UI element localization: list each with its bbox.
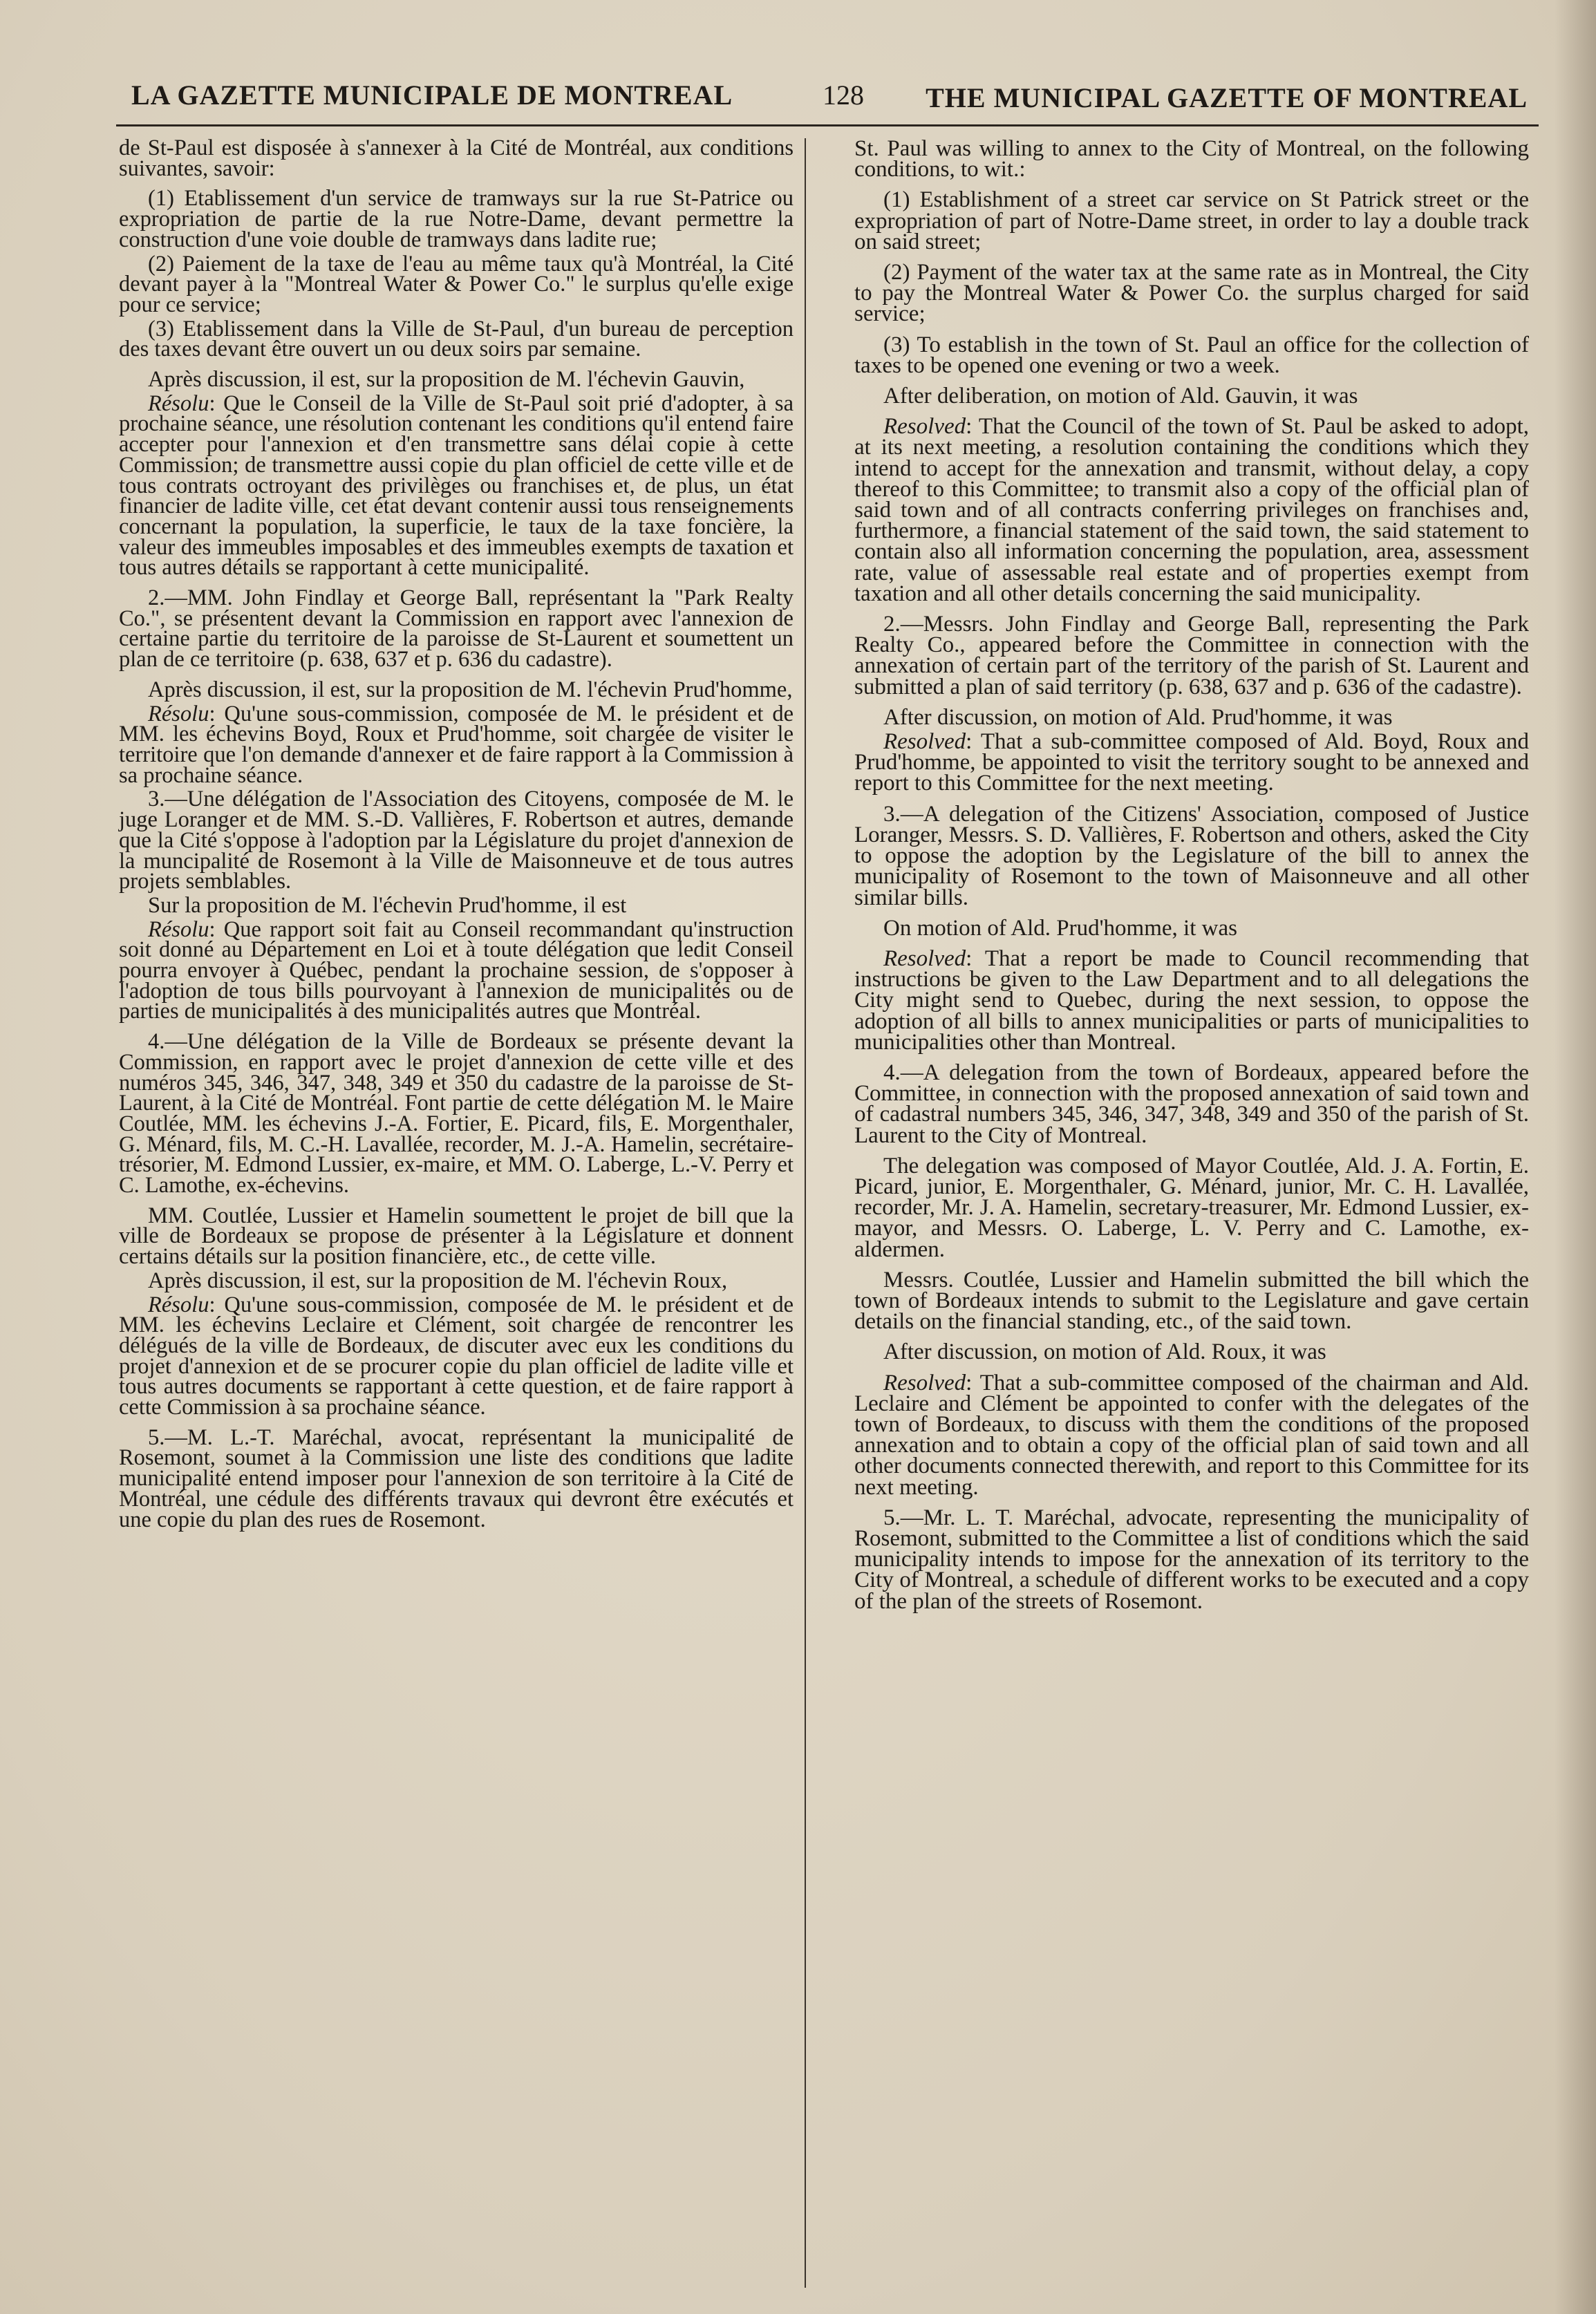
resolved-label: Resolved [883, 729, 966, 755]
en-paragraph: 5.—Mr. L. T. Maréchal, advocate, representing the municipality of Rosemont, submitted to the Committee a list of conditions which the said municipality intends to impose for the annexation of its territory to the City of Montreal, a schedule of different works to be executed and a copy of the plan of the streets of Rosemont. [854, 1505, 1529, 1614]
header-rule [116, 124, 1539, 126]
fr-resolution: Résolu: Qu'une sous-commission, composée de M. le président et de MM. les échevins Boyd, Roux et Prud'homme, soit chargée de visiter le territoire que l'on demande d'annexer et de faire rapport à la Commission à sa prochaine séance. [119, 701, 794, 788]
resolved-label: Resolved [883, 414, 966, 440]
en-paragraph: After deliberation, on motion of Ald. Gauvin, it was [883, 384, 1358, 409]
en-paragraph: (2) Payment of the water tax at the same rate as in Montreal, the City to pay the Montreal Water & Power Co. the surplus charged for said service; [854, 260, 1529, 327]
en-paragraph: The delegation was composed of Mayor Coutlée, Ald. J. A. Fortin, E. Picard, junior, E. Morgenthaler, G. Ménard, junior, Mr. C. H. Lavallée, recorder, Mr. J. A. Hamelin, secretary-treasurer, Mr. Edmond Lussier, ex-mayor, and Messrs. O. Laberge, L. V. Perry and C. Lamothe, ex-aldermen. [854, 1153, 1529, 1262]
en-resolution: Resolved: That a sub-committee composed of Ald. Boyd, Roux and Prud'homme, be appointed to visit the territory sought to be annexed and report to this Committee for the next meeting. [854, 729, 1529, 796]
en-paragraph: 4.—A delegation from the town of Bordeaux, appeared before the Committee, in connection with the proposed annexation of said town and of cadastral numbers 345, 346, 347, 348, 349 and 350 of the parish of St. Laurent to the City of Montreal. [854, 1060, 1529, 1148]
fr-paragraph: MM. Coutlée, Lussier et Hamelin soumettent le projet de bill que la ville de Bordeaux se propose de présenter à la Législature et donnent certains détails sur la position financière, etc., de cette ville. [119, 1203, 794, 1270]
fr-paragraph: Après discussion, il est, sur la proposition de M. l'échevin Prud'homme, [148, 677, 793, 702]
binding-shadow [1555, 0, 1596, 2314]
resolved-label: Résolu [148, 391, 209, 416]
fr-paragraph: 2.—MM. John Findlay et George Ball, représentant la "Park Realty Co.", se présentent devant la Commission en rapport avec l'annexion de certaine partie du territoire de la paroisse de St-Laurent et soumettent un plan de ce territoire (p. 638, 637 et p. 636 du cadastre). [119, 585, 794, 672]
en-paragraph: 2.—Messrs. John Findlay and George Ball, representing the Park Realty Co., appeared before the Committee in connection with the annexation of certain part of the territory of the parish of St. Laurent and submitted a plan of said territory (p. 638, 637 and p. 636 of the cadastre). [854, 612, 1529, 699]
en-paragraph: (1) Establishment of a street car service on St Patrick street or the expropriation of part of Notre-Dame street, in order to lay a double track on said street; [854, 187, 1529, 254]
en-paragraph: 3.—A delegation of the Citizens' Association, composed of Justice Loranger, Messrs. S. D. Vallières, F. Robertson and others, asked the City to oppose the adoption by the Legislature of the bill to annex the municipality of Rosemont to the town of Maisonneuve and all other similar bills. [854, 801, 1529, 910]
en-resolution: Resolved: That a report be made to Council recommending that instructions be given to the Law Department and to all delegations the City might send to Quebec, during the next session, to oppose the adoption of all bills to annex municipalities or parts of municipalities to municipalities other than Montreal. [854, 946, 1529, 1055]
header-english-title: THE MUNICIPAL GAZETTE OF MONTREAL [926, 82, 1528, 113]
resolved-label: Résolu [148, 701, 209, 726]
en-paragraph: After discussion, on motion of Ald. Prud'homme, it was [883, 704, 1393, 730]
fr-paragraph: (2) Paiement de la taxe de l'eau au même taux qu'à Montréal, la Cité devant payer à la "Montreal Water & Power Co." le surplus qu'elle exige pour ce service; [119, 251, 794, 317]
fr-paragraph: de St-Paul est disposée à s'annexer à la Cité de Montréal, aux conditions suivantes, savoir: [119, 135, 794, 181]
header-french-title: LA GAZETTE MUNICIPALE DE MONTREAL [131, 79, 733, 111]
en-resolution: Resolved: That a sub-committee composed of the chairman and Ald. Leclaire and Clément be appointed to confer with the delegates of the town of Bordeaux, to discuss with them the conditions of the proposed annexation and to obtain a copy of the official plan of said town and all other documents connected therewith, and report to this Committee for its next meeting. [854, 1370, 1529, 1500]
en-paragraph: St. Paul was willing to annex to the City of Montreal, on the following conditions, to wit.: [854, 136, 1529, 182]
resolved-label: Résolu [148, 916, 209, 942]
en-paragraph: (3) To establish in the town of St. Paul an office for the collection of taxes to be opened one evening or two a week. [854, 332, 1529, 378]
fr-paragraph: 4.—Une délégation de la Ville de Bordeaux se présente devant la Commission, en rapport avec le projet d'annexion de cette ville et des numéros 345, 346, 347, 348, 349 et 350 du cadastre de la paroisse de St-Laurent, à la Cité de Montréal. Font partie de cette délégation M. le Maire Coutlée, MM. les échevins J.-A. Fortier, E. Picard, fils, E. Morgenthaler, G. Ménard, fils, M. C.-H. Lavallée, recorder, M. J.-A. Hamelin, secrétaire-trésorier, M. Edmond Lussier, ex-maire, et MM. O. Laberge, L.-V. Perry et C. Lamothe, ex-échevins. [119, 1029, 794, 1198]
french-column [119, 135, 794, 1534]
english-column [854, 138, 1529, 1615]
resolved-label: Résolu [148, 1292, 209, 1317]
fr-paragraph: (3) Etablissement dans la Ville de St-Paul, d'un bureau de perception des taxes devant être ouvert un ou deux soirs par semaine. [119, 316, 794, 362]
fr-paragraph: Après discussion, il est, sur la proposition de M. l'échevin Roux, [148, 1268, 728, 1293]
fr-paragraph: 5.—M. L.-T. Maréchal, avocat, représentant la municipalité de Rosemont, soumet à la Commission une liste des conditions que ladite municipalité entend imposer pour l'annexion de son territoire à la Cité de Montréal, une cédule des différents travaux qui devront être exécutés et une copie du plan des rues de Rosemont. [119, 1424, 794, 1532]
fr-resolution: Résolu: Que rapport soit fait au Conseil recommandant qu'instruction soit donné au Département en Loi et à toute délégation que ledit Conseil pourra envoyer à Québec, pendant la prochaine session, de s'opposer à l'adoption de tous bills pourvoyant à l'annexion de municipalités ou de parties de municipalités à des municipalités autres que Montréal. [119, 916, 794, 1024]
en-paragraph: Messrs. Coutlée, Lussier and Hamelin submitted the bill which the town of Bordeaux intends to submit to the Legislature and gave certain details on the financial standing, etc., of the said town. [854, 1267, 1529, 1335]
resolved-label: Resolved [883, 1370, 966, 1395]
column-divider [805, 138, 806, 2288]
fr-paragraph: Sur la proposition de M. l'échevin Prud'homme, il est [148, 892, 627, 918]
en-paragraph: On motion of Ald. Prud'homme, it was [883, 915, 1237, 941]
fr-paragraph: (1) Etablissement d'un service de tramways sur la rue St-Patrice ou expropriation de partie de la rue Notre-Dame, devant permettre la construction d'une voie double de tramways dans ladite rue; [119, 186, 794, 252]
fr-resolution: Résolu: Que le Conseil de la Ville de St-Paul soit prié d'adopter, à sa prochaine séance, une résolution contenant les conditions qu'il entend faire accepter pour l'annexion et d'en transmettre sans délai copie à cette Commission; de transmettre aussi copie du plan officiel de cette ville et de tous contrats octroyant des privilèges ou franchises et, de plus, un état financier de ladite ville, cet état devant contenir aussi tous renseignements concernant la population, la superficie, le taux de la taxe foncière, la valeur des immeubles imposables et des immeubles exempts de taxation et tous autres détails se rapportant à cette municipalité. [119, 391, 794, 581]
resolved-label: Resolved [883, 946, 966, 971]
en-paragraph: After discussion, on motion of Ald. Roux, it was [883, 1339, 1326, 1365]
fr-paragraph: 3.—Une délégation de l'Association des Citoyens, composée de M. le juge Loranger et de MM. S.-D. Vallières, F. Robertson et autres, demande que la Cité s'oppose à l'adoption par la Législature du projet d'annexion de la muncipalité de Rosemont à la Ville de Maisonneuve et de tous autres projets semblables. [119, 787, 794, 894]
fr-resolution: Résolu: Qu'une sous-commission, composée de M. le président et de MM. les échevins Leclaire et Clément, soit chargée de rencontrer les délégués de la ville de Bordeaux, de discuter avec eux les conditions du projet d'annexion et de se procurer copie du plan officiel de ladite ville et tous autres documents se rapportant à cette question, et de faire rapport à cette Commission à sa prochaine séance. [119, 1292, 794, 1420]
page-header [131, 72, 1528, 116]
page-number: 128 [823, 79, 864, 111]
en-resolution: Resolved: That the Council of the town of St. Paul be asked to adopt, at its next meeting, a resolution containing the conditions which they intend to accept for the annexation and transmit, without delay, a copy thereof to this Committee; to transmit also a copy of the official plan of said town and of all contracts conferring privileges on franchises and, furthermore, a financial statement of the said town, the said statement to contain also all information concerning the population, area, assessment rate, value of assessable real estate and of properties exempt from taxation and all other details concerning the said municipality. [854, 414, 1529, 606]
fr-paragraph: Après discussion, il est, sur la proposition de M. l'échevin Gauvin, [148, 367, 745, 393]
